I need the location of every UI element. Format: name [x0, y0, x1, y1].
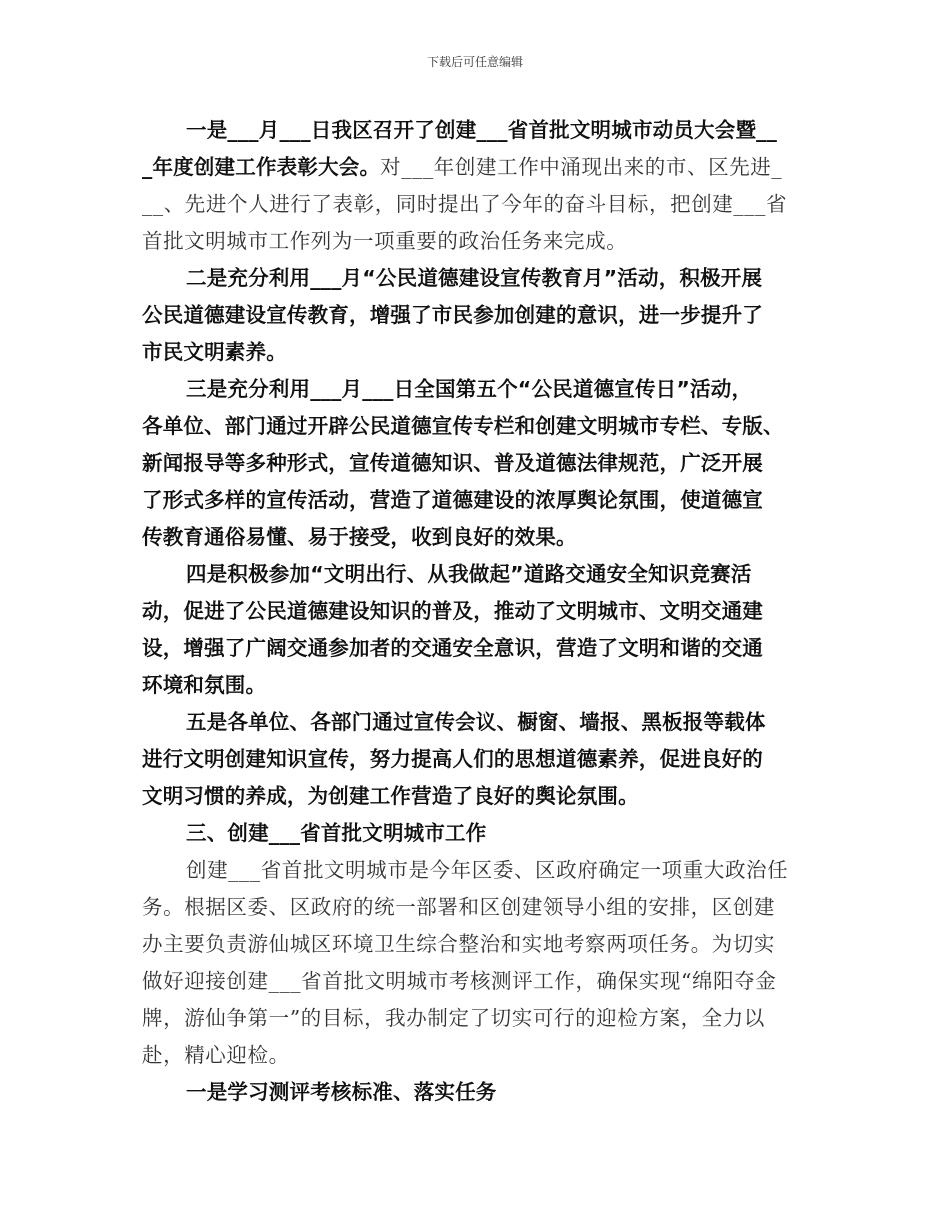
text-line: 公民道德建设宣传教育，增强了市民参加创建的意识，进一步提升了 — [142, 303, 763, 327]
text-line: 务。根据区委、区政府的统一部署和区创建领导小组的安排，区创建 — [142, 895, 775, 919]
text-line: 三、创建___省首批文明城市工作 — [186, 821, 487, 845]
text-line: 一是学习测评考核标准、落实任务 — [186, 1080, 497, 1104]
text-line: 首批文明城市工作列为一项重要的政治任务来完成。 — [142, 229, 628, 253]
text-line-light-part: 对___年创建工作中涌现出来的市、区先进_ — [380, 155, 783, 179]
text-line: 五是各单位、各部门通过宣传会议、橱窗、墙报、黑板报等载体 — [186, 710, 766, 734]
text-line: 动，促进了公民道德建设知识的普及，推动了文明城市、文明交通建 — [142, 599, 763, 623]
text-line: 市民文明素养。 — [142, 340, 287, 364]
text-line: 了形式多样的宣传活动，营造了道德建设的浓厚舆论氛围，使道德宣 — [142, 488, 763, 512]
text-line: 新闻报导等多种形式，宣传道德知识、普及道德法律规范，广泛开展 — [142, 451, 763, 475]
text-line: 进行文明创建知识宣传，努力提高人们的思想道德素养，促进良好的 — [142, 747, 763, 771]
text-line: 文明习惯的养成，为创建工作营造了良好的舆论氛围。 — [142, 784, 639, 808]
text-line: __、先进个人进行了表彰，同时提出了今年的奋斗目标，把创建___省 — [142, 192, 788, 216]
text-line: 环境和氛围。 — [142, 673, 267, 697]
text-line: 牌，游仙争第一”的目标，我办制定了切实可行的迎检方案，全力以 — [142, 1006, 765, 1030]
page-header: 下载后可任意编辑 — [426, 55, 523, 69]
text-line: 各单位、部门通过开辟公民道德宣传专栏和创建文明城市专栏、专版、 — [142, 414, 784, 438]
text-line: 传教育通俗易懂、易于接受，收到良好的效果。 — [142, 525, 577, 549]
text-line: 一是___月___日我区召开了创建___省首批文明城市动员大会暨__ — [186, 118, 778, 142]
text-line: 四是积极参加“文明出行、从我做起”道路交通安全知识竞赛活 — [186, 562, 752, 586]
text-line — [142, 149, 810, 186]
text-line: 三是充分利用___月___日全国第五个“公民道德宣传日”活动， — [186, 377, 753, 401]
text-line: 设，增强了广阔交通参加者的交通安全意识，营造了文明和谐的交通 — [142, 636, 763, 660]
text-line: 创建___省首批文明城市是今年区委、区政府确定一项重大政治任 — [186, 858, 789, 882]
text-line-bold-part: _年度创建工作表彰大会。 — [142, 155, 381, 179]
text-line: 二是充分利用___月“公民道德建设宣传教育月”活动，积极开展 — [186, 266, 763, 290]
document-body — [142, 112, 810, 1111]
text-line: 赴，精心迎检。 — [142, 1043, 290, 1067]
text-line: 办主要负责游仙城区环境卫生综合整治和实地考察两项任务。为切实 — [142, 932, 775, 956]
text-line: 做好迎接创建___省首批文明城市考核测评工作，确保实现“绵阳夺金 — [142, 969, 777, 993]
